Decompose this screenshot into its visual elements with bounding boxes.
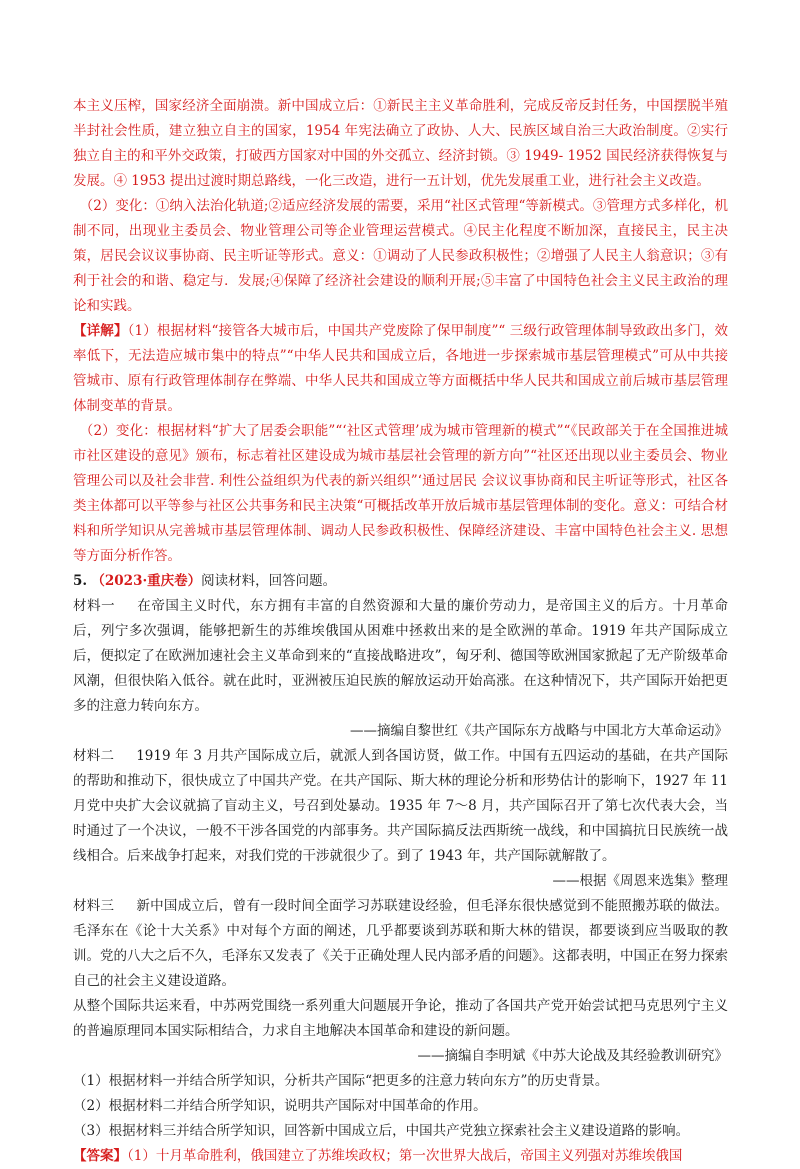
answer-tag: 【答案】 bbox=[73, 1148, 127, 1164]
material-3-text-2: 从整个国际共运来看，中苏两党围绕一系列重大问题展开争论，推动了各国共产党开始尝试把马克思列宁主义的普遍原理同本国实际相结合，力求自主地解决本国革命和建设的新问题。 bbox=[73, 998, 728, 1039]
material-1-text: 在帝国主义时代，东方拥有丰富的自然资源和大量的廉价劳动力，是帝国主义的后方。十月革命后，列宁多次强调，能够把新生的苏维埃俄国从困难中拯救出来的是全欧洲的革命。1919 年共产国际成立后，便拟定了在欧洲加速社会主义革命到来的“直接战略进攻”，匈牙利、德国等欧洲国家掀起了无产阶级革命风潮，但很快陷入低谷。就在此时，亚洲被压迫民族的解放运动开始高涨。在这种情况下，共产国际开始把更多的注意力转向东方。 bbox=[73, 598, 729, 714]
sub-question-2: （2）根据材料二并结合所学知识，说明共产国际对中国革命的作用。 bbox=[73, 1098, 487, 1114]
detail-paragraph-1 bbox=[73, 319, 728, 419]
material-2-label: 材料二 bbox=[73, 748, 115, 764]
material-3 bbox=[73, 894, 728, 994]
question-prompt: 阅读材料，回答问题。 bbox=[201, 573, 337, 589]
material-2-text: 1919 年 3 月共产国际成立后，就派人到各国访贤，做工作。中国有五四运动的基础，在共产国际的帮助和推动下，很快成立了中国共产党。在共产国际、斯大林的理论分析和形势估计的影响下，1927 年 11 月党中央扩大会议就搞了盲动主义，号召到处暴动。1935 年 7～8 月，共产国际召开了第七次代表大会，当时通过了一个决议，一般不干涉各国党的内部事务。共产国际搞反法西斯统一战线，和中国搞抗日民族统一战线相合。后来战争打起来，对我们党的干涉就很少了。到了 1943 年，共产国际就解散了。 bbox=[73, 748, 728, 864]
detail-text-1: （1）根据材料“接管各大城市后，中国共产党废除了保甲制度”“ 三级行政管理体制导致政出多门，效率低下，无法造应城市集中的特点”“中华人民共和国成立后，各地进一步探索城市基层管理模式”可从中共接管城市、原有行政管理体制存在弊端、中华人民共和国成立等方面概括中华人民共和国成立前后城市基层管理体制变革的背景。 bbox=[73, 323, 729, 414]
material-2 bbox=[73, 744, 728, 869]
material-3-text: 新中国成立后，曾有一段时间全面学习苏联建设经验，但毛泽东很快感觉到不能照搬苏联的做法。毛泽东在《论十大关系》中对每个方面的阐述，几乎都要谈到苏联和斯大林的错误，都要谈到应当吸取的教训。党的八大之后不久，毛泽东又发表了《关于正确处理人民内部矛盾的问题》。这都表明，中国正在努力探索自己的社会主义建设道路。 bbox=[73, 898, 729, 989]
answer-paragraph-1: 本主义压榨，国家经济全面崩溃。新中国成立后：①新民主主义革命胜利，完成反帝反封任务，中国摆脱半殖半封社会性质，建立独立自主的国家，1954 年宪法确立了政协、人大、民族区域自治三大政治制度。②实行独立自主的和平外交政策，打破西方国家对中国的外交孤立、经济封锁。③ 1949- 1952 国民经济获得恢复与发展。④ 1953 提出过渡时期总路线，一化三改造，进行一五计划，优先发展重工业，进行社会主义改造。 bbox=[73, 98, 728, 189]
answer-start bbox=[73, 1144, 728, 1169]
material-2-source: ——根据《周恩来选集》整理 bbox=[552, 873, 728, 889]
sub-question-3: （3）根据材料三并结合所学知识，回答新中国成立后，中国共产党独立探索社会主义建设道路的影响。 bbox=[73, 1123, 690, 1139]
question-header bbox=[73, 569, 728, 594]
answer-start-text: （1）十月革命胜利，俄国建立了苏维埃政权；第一次世界大战后，帝国主义列强对苏维埃俄国 bbox=[127, 1148, 683, 1164]
material-1 bbox=[73, 594, 728, 719]
material-1-source: ——摘编自黎世红《共产国际东方战略与中国北方大革命运动》 bbox=[350, 723, 728, 739]
detail-paragraph-2: （2）变化：根据材料“扩大了居委会职能”“‘社区式管理’成为城市管理新的模式”“《民政部关于在全国推进城市社区建设的意见》颁布，标志着社区建设成为城市基层社会管理的新方向”“社区还出现以业主委员会、物业管理公司以及社会非营. 利性公益组织为代表的新兴组织”‘通过居民 会议议事协商和民主听证等形式，社区各类主体都可以平等参与社区公共事务和民主决策“可概括改革开放后城市基层管理体制的变化。意义：可结合材料和所学知识从完善城市基层管理体制、调动人民参政积极性、保障经济建设、丰富中国特色社会主义. 思想等方面分析作答。 bbox=[73, 423, 728, 564]
answer-paragraph-2: （2）变化：①纳入法治化轨道;②适应经济发展的需要，采用“社区式管理“等新模式。③管理方式多样化，机制不同，出现业主委员会、物业管理公司等企业管理运营模式。④民主化程度不断加深，直接民主，民主决策，居民会议议事协商、民主听证等形式。意义：①调动了人民参政积极性；②增强了人民主人翁意识；③有利于社会的和谐、稳定与．发展;④保障了经济社会建设的顺利开展;⑤丰富了中国特色社会主义民主政治的理论和实践。 bbox=[73, 198, 728, 314]
page-content bbox=[73, 94, 728, 1169]
question-number: 5. bbox=[73, 573, 88, 589]
question-source: （2023·重庆卷） bbox=[91, 573, 202, 589]
material-3-source: ——摘编自李明斌《中苏大论战及其经验教训研究》 bbox=[417, 1048, 728, 1064]
detail-tag: 【详解】 bbox=[73, 323, 128, 339]
material-1-label: 材料一 bbox=[73, 598, 116, 614]
material-3-label: 材料三 bbox=[73, 898, 115, 914]
sub-question-1: （1）根据材料一并结合所学知识，分析共产国际“把更多的注意力转向东方”的历史背景。 bbox=[73, 1073, 609, 1089]
